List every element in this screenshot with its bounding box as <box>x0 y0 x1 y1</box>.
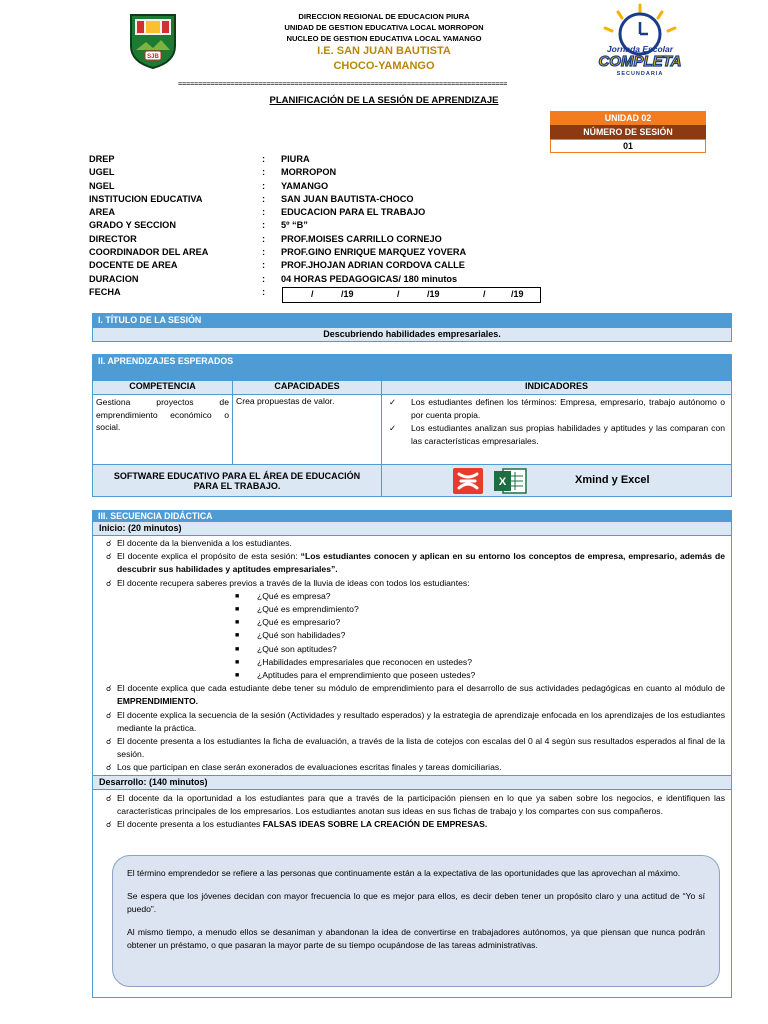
info-colon: : <box>262 273 266 284</box>
bullet-icon: ☌ <box>106 737 112 747</box>
emprendedor-note <box>112 855 720 987</box>
indicator-item: ✓ Los estudiantes analizan sus propias habilidades y aptitudes y las comparan con las características empresariales. <box>389 423 725 446</box>
list-item: ☌ El docente explica que cada estudiante debe tener su módulo de emprendimiento para el desarrollo de sus actividades pedagógicas en cuanto al módulo de EMPRENDIMIENTO. <box>106 683 725 707</box>
section-aprendizajes-heading: II. APRENDIZAJES ESPERADOS <box>92 354 732 380</box>
info-value: PROF.GINO ENRIQUE MARQUEZ YOVERA <box>281 247 467 258</box>
svg-text:Jornada Escolar: Jornada Escolar <box>606 44 674 54</box>
header-line-1: DIRECCION REGIONAL DE EDUCACION PIURA <box>298 12 470 21</box>
info-row-ngel <box>89 180 549 193</box>
col-competencia: COMPETENCIA <box>93 381 233 395</box>
fecha-field[interactable] <box>282 287 541 303</box>
info-row-coordinador <box>89 246 549 259</box>
info-row-grado <box>89 219 549 232</box>
info-key: UGEL <box>89 167 115 178</box>
info-row-ugel <box>89 166 549 179</box>
info-key: FECHA <box>89 286 121 297</box>
bullet-icon: ☌ <box>106 539 112 548</box>
info-value: 5º “B” <box>281 220 308 231</box>
question-item: ■ ¿Qué son aptitudes? <box>93 643 731 656</box>
col-indicadores: INDICADORES <box>382 381 732 395</box>
square-bullet-icon: ■ <box>235 658 240 666</box>
list-item: ☌ El docente presenta a los estudiantes FALSAS IDEAS SOBRE LA CREACIÓN DE EMPRESAS. <box>93 818 731 831</box>
capacidades-cell: Crea propuestas de valor. <box>233 395 382 465</box>
software-tools-cell <box>382 465 732 497</box>
info-value: SAN JUAN BAUTISTA-CHOCO <box>281 193 414 204</box>
aprendizajes-table <box>92 380 732 497</box>
info-value: MORROPON <box>281 167 337 178</box>
svg-text:SJB: SJB <box>147 54 159 60</box>
bullet-icon: ☌ <box>106 820 112 830</box>
square-bullet-icon: ■ <box>235 592 240 600</box>
question-item: ■ ¿Habilidades empresariales que reconocen en ustedes? <box>93 656 731 669</box>
question-item: ■ ¿Qué es empresa? <box>93 590 731 603</box>
square-bullet-icon: ■ <box>235 632 240 640</box>
info-colon: : <box>262 193 266 204</box>
info-key: DIRECTOR <box>89 233 137 244</box>
info-value: EDUCACION PARA EL TRABAJO <box>281 207 426 218</box>
square-bullet-icon: ■ <box>235 672 240 680</box>
info-value: PIURA <box>281 154 310 164</box>
info-value: YAMANGO <box>281 180 329 191</box>
bullet-icon: ☌ <box>106 710 112 720</box>
list-item: ☌ El docente da la oportunidad a los estudiantes para que a través de la participación piensen en lo que ya saben sobre los negocios, e identifiquen las características principales de los empresarios. Los estudiantes anotan sus ideas en sus fichas de trabajo y los compartes con sus compañeros. <box>106 792 725 816</box>
note-paragraph: El término emprendedor se refiere a las personas que continuamente están a la expectativa de las oportunidades que las aprovechan al máximo. <box>127 868 681 878</box>
info-row-director <box>89 233 549 246</box>
info-value: PROF.MOISES CARRILLO CORNEJO <box>281 233 442 244</box>
info-colon: : <box>262 180 266 191</box>
question-item: ■ ¿Aptitudes para el emprendimiento que poseen ustedes? <box>93 669 731 682</box>
list-item: ☌ El docente da la bienvenida a los estudiantes. <box>93 537 731 550</box>
info-value: PROF.JHOJAN ADRIAN CORDOVA CALLE <box>281 260 465 271</box>
unit-label: UNIDAD 02 <box>550 111 706 125</box>
info-key: DREP <box>89 154 115 164</box>
svg-text:COMPLETA: COMPLETA <box>598 53 682 70</box>
bullet-icon: ☌ <box>106 552 112 562</box>
info-table <box>89 153 549 299</box>
info-key: NGEL <box>89 180 115 191</box>
note-paragraph: Se espera que los jóvenes decidan con mayor frecuencia lo que es mejor para ellos, es decir deben tener un propósito claro y una actitud de “Yo sí puedo”. <box>127 891 705 914</box>
fecha-year: /19 <box>427 289 440 299</box>
fecha-slash: / <box>397 289 400 299</box>
info-colon: : <box>262 233 266 244</box>
inicio-label: Inicio: (20 minutos) <box>93 522 731 536</box>
indicator-item: ✓ Los estudiantes definen los términos: Empresa, empresario, trabajo autónomo o por cuenta propia. <box>389 397 725 420</box>
info-colon: : <box>262 247 266 258</box>
square-bullet-icon: ■ <box>235 645 240 653</box>
list-item: ☌ El docente explica la secuencia de la sesión (Actividades y resultado esperados) y la estrategia de aprendizaje enfocada en los aprendizajes de los estudiantes mediante la práctica. <box>106 709 725 733</box>
section-title-heading: I. TÍTULO DE LA SESIÓN <box>92 313 732 327</box>
bullet-icon: ☌ <box>106 684 112 694</box>
header-line-3: NUCLEO DE GESTION EDUCATIVA LOCAL YAMANGO <box>286 34 482 43</box>
bullet-icon: ☌ <box>106 793 112 803</box>
bullet-icon: ☌ <box>106 763 112 773</box>
info-colon: : <box>262 220 266 231</box>
question-item: ■ ¿Qué son habilidades? <box>93 629 731 642</box>
question-item: ■ ¿Qué es emprendimiento? <box>93 603 731 616</box>
school-place: CHOCO-YAMANGO <box>333 60 435 72</box>
fecha-slash: / <box>311 289 314 299</box>
svg-text:X: X <box>498 475 507 488</box>
bullet-icon: ☌ <box>106 578 112 588</box>
question-item: ■ ¿Qué es empresario? <box>93 616 731 629</box>
info-row-docente <box>89 259 549 272</box>
info-colon: : <box>262 207 266 218</box>
check-icon: ✓ <box>389 423 397 433</box>
col-capacidades: CAPACIDADES <box>233 381 382 395</box>
header-line-2: UNIDAD DE GESTION EDUCATIVA LOCAL MORROPON <box>284 23 484 32</box>
list-item: ☌ El docente presenta a los estudiantes la ficha de evaluación, a través de la lista de cotejos con escalas del 0 al 4 según sus resultados esperados al final de la sesión. <box>106 736 725 760</box>
info-key: GRADO Y SECCION <box>89 220 176 231</box>
software-label: SOFTWARE EDUCATIVO PARA EL ÁREA DE EDUCACIÓN PARA EL TRABAJO. <box>93 465 382 497</box>
document-title: PLANIFICACIÓN DE LA SESIÓN DE APRENDIZAJE <box>269 95 499 106</box>
check-icon: ✓ <box>389 397 397 407</box>
info-row-area <box>89 206 549 219</box>
school-name: I.E. SAN JUAN BAUTISTA <box>317 45 451 57</box>
session-title: Descubriendo habilidades empresariales. <box>92 327 732 342</box>
fecha-year: /19 <box>511 289 524 299</box>
square-bullet-icon: ■ <box>235 619 240 627</box>
info-colon: : <box>262 260 266 271</box>
fecha-year: /19 <box>341 289 354 299</box>
info-key: AREA <box>89 207 116 218</box>
info-row-duracion <box>89 273 549 286</box>
header-separator: ================================================================================== <box>178 80 508 88</box>
excel-icon <box>493 468 527 494</box>
info-colon: : <box>262 167 266 178</box>
info-key: DOCENTE DE AREA <box>89 260 178 271</box>
list-item: ☌ El docente recupera saberes previos a través de la lluvia de ideas con todos los estudiantes: <box>93 577 731 590</box>
svg-text:SECUNDARIA: SECUNDARIA <box>616 71 664 77</box>
list-item: ☌ El docente explica el propósito de esta sesión: “Los estudiantes conocen y aplican en su entorno los conceptos de empresa, empresario, además de descubrir sus habilidades y aptitudes empresariales”. <box>106 551 725 575</box>
session-number-label: NÚMERO DE SESIÓN <box>550 125 706 139</box>
info-key: COORDINADOR DEL AREA <box>89 247 209 258</box>
info-colon: : <box>262 154 266 164</box>
info-colon: : <box>262 286 266 297</box>
note-paragraph: Al mismo tiempo, a menudo ellos se desaniman y abandonan la idea de convertirse en trabajadores autónomos, ya que piensan que nunca podrán obtener un préstamo, o que pasaran la mayor parte de su tiempo ocupándose de las tareas administrativas. <box>127 927 705 950</box>
desarrollo-label: Desarrollo: (140 minutos) <box>93 775 731 790</box>
jornada-completa-logo <box>585 2 695 78</box>
fecha-slash: / <box>483 289 486 299</box>
info-key: DURACION <box>89 273 139 284</box>
software-tools-label: Xmind y Excel <box>575 473 650 486</box>
competencia-cell: Gestiona proyectos de emprendimiento económico o social. <box>93 395 233 465</box>
info-value: 04 HORAS PEDAGOGICAS/ 180 minutos <box>281 273 458 284</box>
list-item: ☌ Los que participan en clase serán exonerados de evaluaciones escritas finales y tareas domiciliarias. <box>93 761 731 774</box>
info-row-institucion <box>89 193 549 206</box>
session-number: 01 <box>550 139 706 153</box>
info-key: INSTITUCION EDUCATIVA <box>89 193 203 204</box>
xmind-icon <box>453 468 483 494</box>
section-secuencia-heading: III. SECUENCIA DIDÁCTICA <box>92 510 732 523</box>
info-row-drep <box>89 153 549 166</box>
square-bullet-icon: ■ <box>235 606 240 614</box>
indicadores-cell <box>382 395 732 465</box>
